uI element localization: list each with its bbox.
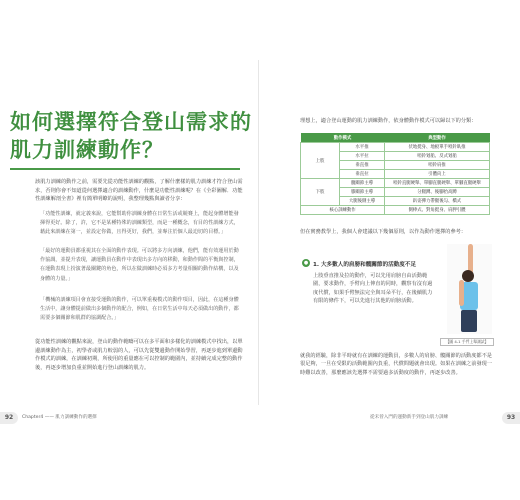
table-exercise-cell: 趴姿彈力帶腿後勾、橋式 — [385, 197, 490, 206]
photo-caption: 【圖 4-1 手臂上舉測試】 — [440, 338, 494, 346]
arm-raise-photo — [447, 244, 492, 334]
table-exercise-cell: 啞鈴划船、反式划船 — [385, 152, 490, 161]
quote-paragraph-3: 「機械的訓練項目會直接受運動的動作，可以單重複模式的動作項目，因此，在這種身體生活中，讓身體提前做出多個動作的配合，例如，在日常生活中每天必須做出的動作，都需要多個關節和肌群的協調配合。」 — [40, 297, 239, 322]
table-exercise-cell: 分腿蹲、後腳抬高蹲 — [385, 188, 490, 197]
section-title — [10, 108, 252, 164]
table-row — [301, 143, 490, 152]
table-mode-cell: 膝關節主導 — [340, 188, 385, 197]
table-group-cell: 上肢 — [301, 143, 340, 179]
right-paragraph-2: 上肢垂直推及拉的動作，可以先用肩膀自由活動範圍，要求動作，手臂向上伸直的同時，觀察有沒有過度代償，如果手臂無法完全與耳朵平行，在後續肌力有限的條件下，可以先進行其他的肩膀活動。 — [313, 273, 433, 305]
table-exercise-cell: 啞鈴直腿硬舉、單腳直腿硬舉、單腳直腿硬舉 — [385, 179, 490, 188]
table-header-row — [301, 133, 490, 143]
table-row — [301, 206, 490, 215]
table-mode-cell: 水平推 — [340, 143, 385, 152]
person-arm-raise-icon — [447, 244, 492, 334]
left-running-footer: Chapter4 —— 肌力訓練動作的選擇 — [22, 415, 97, 420]
right-footer — [0, 412, 520, 424]
right-paragraph-1: 但在實務教學上，我個人會建議以下幾個原則，以作為動作選擇的參考： — [300, 229, 467, 235]
page-gutter — [258, 60, 259, 405]
table-exercise-cell: 啞鈴肩推 — [385, 161, 490, 170]
intro-paragraph: 該肌力訓練的動作之前，需要先從功能性訓練的觀點，了解什麼樣的肌力訓練才符合登山需求，否則你會不知道從何選擇適合的訓練動作，什麼是功能性訓練呢？在《全彩圖解．功能性訓練解剖全書》裡有簡單明瞭的說明，我整理幾點與讀者分享： — [35, 179, 243, 203]
table-mode-cell: 髖關節主導 — [340, 179, 385, 188]
table-mode-cell: 垂直拉 — [340, 170, 385, 179]
table-exercise-cell: 引體向上 — [385, 170, 490, 179]
table-header-exercise: 典型動作 — [385, 133, 490, 143]
table-exercise-cell: 側棒式、對角挺身、肩胛引體 — [385, 206, 490, 215]
section-title-line1: 如何選擇符合登山需求的 — [10, 109, 252, 134]
table-mode-cell: 大腿後側主導 — [340, 197, 385, 206]
table-header-mode: 動作模式 — [301, 133, 385, 143]
right-page-number: 93 — [502, 412, 520, 424]
table-mode-cell: 水平拉 — [340, 152, 385, 161]
section-title-line2: 肌力訓練動作？ — [10, 137, 164, 162]
table-group-cell: 下肢 — [301, 179, 340, 206]
exercise-table — [300, 133, 490, 215]
table-group-cell: 核心訓練動作 — [301, 206, 385, 215]
subsection-heading: 1. 大多數人的肩膀和髖關節的活動度不足 — [313, 262, 417, 268]
left-page-number: 92 — [0, 412, 18, 424]
table-mode-cell: 垂直推 — [340, 161, 385, 170]
right-running-footer: 從未曾入門的運動新手到登山肌力訓練 — [370, 415, 449, 420]
table-exercise-cell: 伏地挺身、地板單手啞鈴臥推 — [385, 143, 490, 152]
body-paragraph-2: 從功能性訓練的觀點來說，登山的動作範疇可以在多平面和多樣化的訓練模式中找出，以單邊訓練動作為主，初學者或肌力較弱的人，可以先從雙邊動作開始學習，再逐步進到單邊動作模式的訓練，在訓練初期，所使用的重量應在可以控制的範圍內，並持續完成完整的動作後，再逐步增加負重並開始進行登山訓練的肌力。 — [35, 339, 243, 371]
quote-paragraph-2: 「最好的運動員都重視其在全面的動作表現。可以將多方向訓練，他們，能有效運用於動作協調，並提升表現，讓運動員在動作中表現出多方向的移動，和動作間的平衡與控制，在運動表現上扮演著最關鍵的角色，所以在做訓練時必須多方考量相關的動作結構，以及身體的力量。」 — [40, 248, 239, 282]
right-intro: 理想上，適合登山運動的肌力訓練動作，依身體動作模式可以歸以下的分類： — [300, 118, 477, 124]
quote-paragraph-1: 「功能性訓練，就定義來說，它能幫助你訓練身體在日常生活或競賽上，能起身體增能發揮得更好。除了，許，它不是某種特殊的訓練類型，而是一種概念，有目的性訓練方式，藉此來訓練在第一，並設定你做，且得更好，我們，並專注於個人最迫切的目標。」 — [40, 211, 239, 236]
title-underline — [10, 168, 240, 170]
right-paragraph-3: 就我的經驗，除非平時就有在訓練的運動員，多數人的肩膀、髖關節的活動度都不是很足夠，一旦在受限的活動範圍內負重，代償問題就會出現。如果在訓練之前發現一時難以改善，那麼應該先選擇不需要過多活動度的動作，再逐步改善。 — [300, 353, 492, 376]
table-row — [301, 179, 490, 188]
green-bullet-icon: ● — [303, 260, 309, 266]
